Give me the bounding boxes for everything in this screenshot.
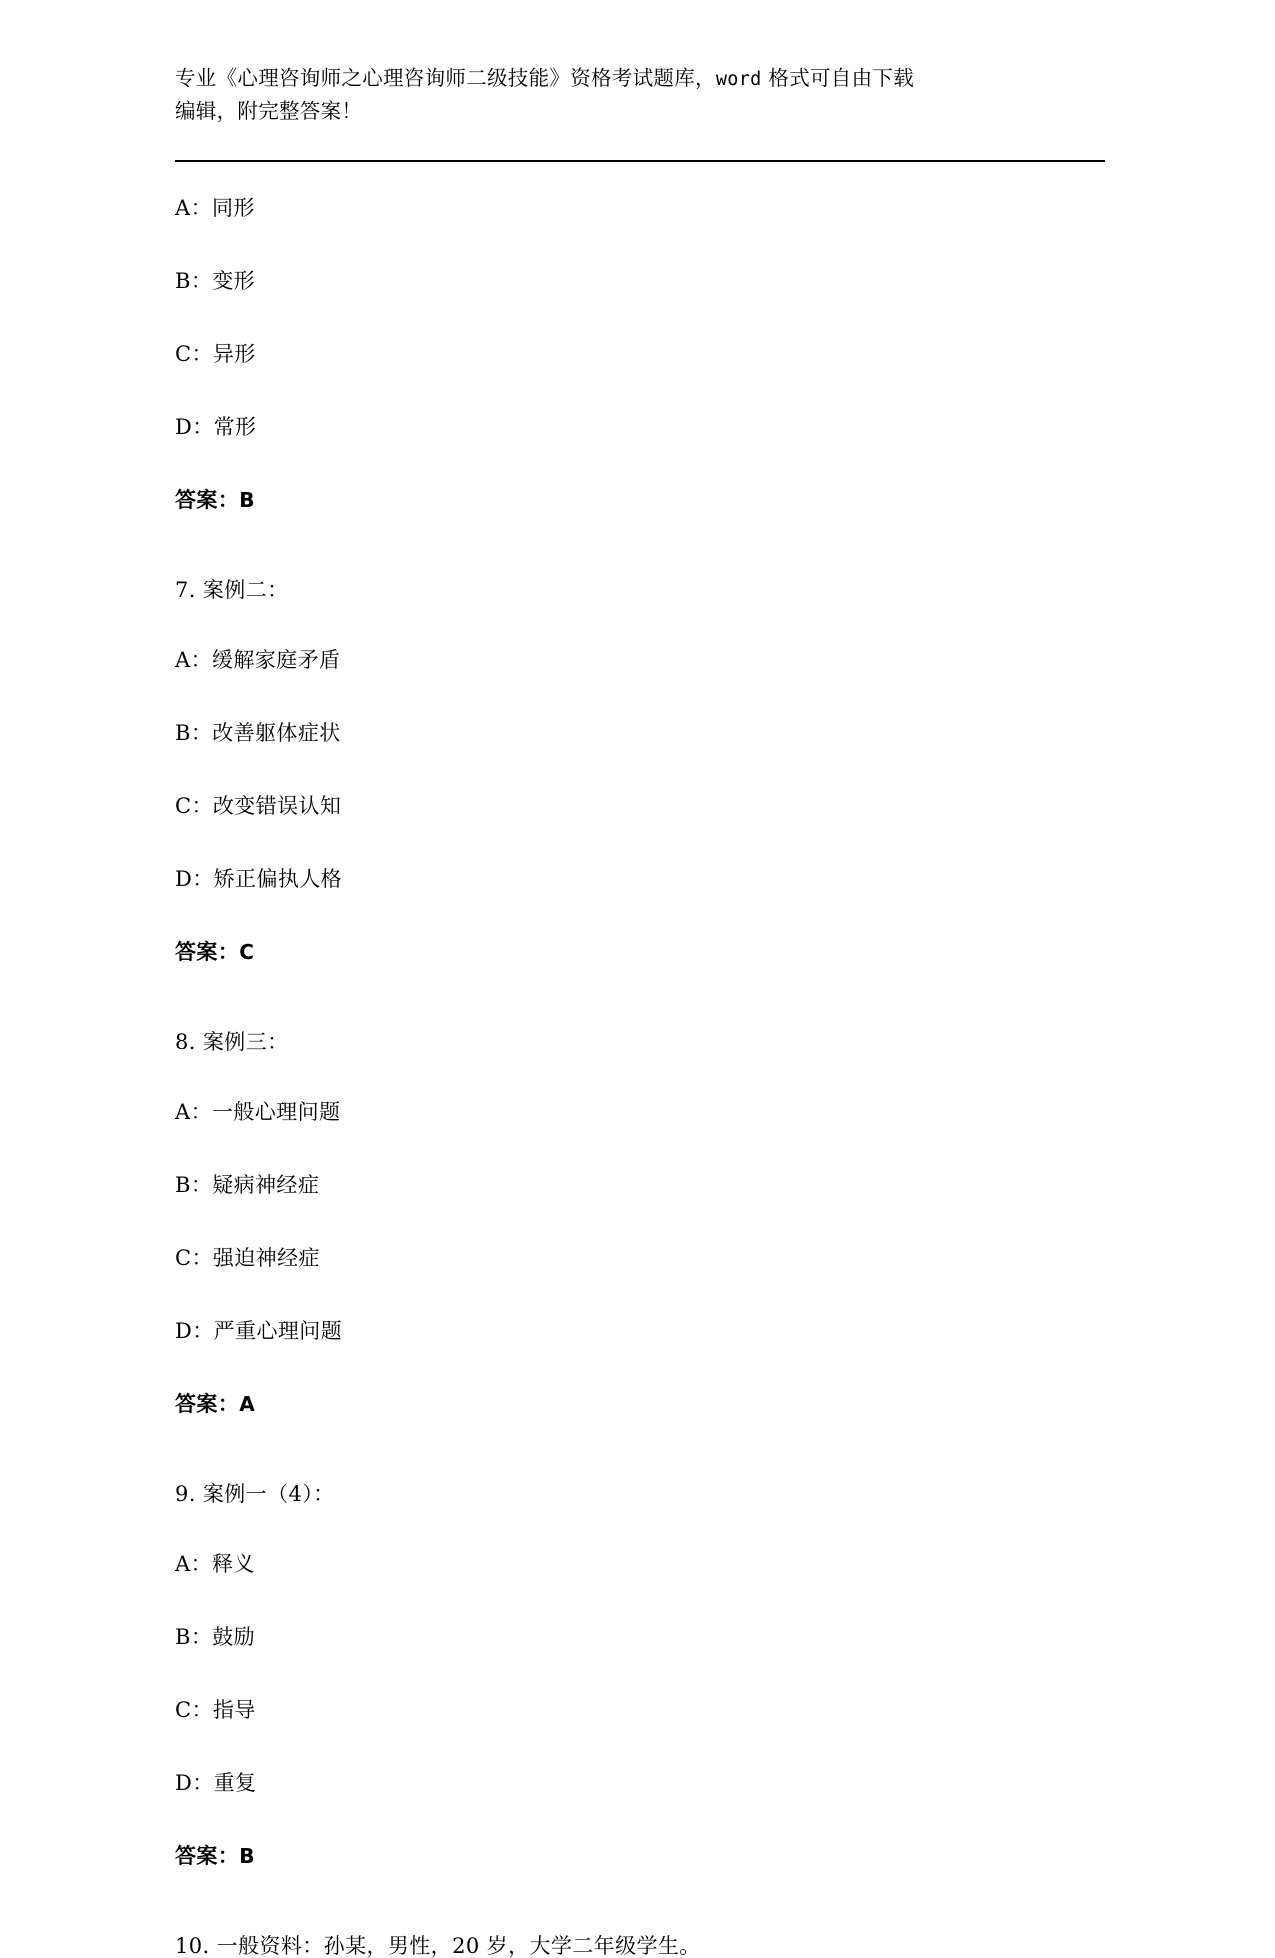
option-label: B： (175, 721, 213, 746)
option-label: A： (175, 1552, 212, 1577)
question-text: 8. 案例三： (175, 1030, 289, 1055)
option-text: 改变错误认知 (212, 794, 342, 819)
option-text: 矫正偏执人格 (213, 867, 343, 892)
option-row (175, 644, 1105, 674)
option-row (175, 265, 1105, 295)
option-text: 缓解家庭矛盾 (211, 648, 341, 673)
option-label: A： (175, 1100, 212, 1125)
option-row (175, 1548, 1105, 1578)
answer-row (175, 1840, 1105, 1870)
option-row (175, 717, 1105, 747)
answer-value: C (239, 940, 255, 965)
option-row (175, 338, 1105, 368)
question-block (175, 1936, 1105, 1957)
option-label: C： (175, 342, 213, 367)
option-text: 变形 (212, 269, 256, 294)
option-row (175, 1694, 1105, 1724)
option-label: A： (175, 648, 212, 673)
answer-value: B (239, 488, 255, 513)
option-label: B： (175, 269, 213, 294)
question-text: 7. 案例二： (175, 578, 289, 603)
document-content (175, 0, 1105, 1957)
answer-label: 答案： (175, 1391, 240, 1417)
option-text: 强迫神经症 (212, 1246, 320, 1271)
header-line-1-pre: 专业《心理咨询师之心理咨询师二级技能》资格考试题库， (175, 66, 716, 90)
option-row (175, 1621, 1105, 1651)
option-row (175, 411, 1105, 441)
option-label: A： (175, 196, 212, 221)
option-label: D： (175, 867, 214, 892)
header-line-2: 编辑，附完整答案！ (175, 99, 363, 124)
answer-label: 答案： (175, 487, 240, 513)
option-row (175, 1242, 1105, 1272)
header-line-1-post: 格式可自由下载 (761, 66, 914, 90)
option-label: C： (175, 1698, 213, 1723)
question-text: 9. 案例一（4）： (175, 1482, 335, 1507)
answer-value: A (239, 1392, 256, 1417)
option-label: D： (175, 415, 214, 440)
answer-label: 答案： (175, 1843, 240, 1869)
option-text: 释义 (211, 1552, 255, 1577)
option-text: 指导 (212, 1698, 256, 1723)
question-text: 10. 一般资料：孙某，男性，20 岁，大学二年级学生。 (175, 1934, 701, 1958)
option-row (175, 790, 1105, 820)
option-row (175, 192, 1105, 222)
document-header (175, 0, 1105, 128)
question-block (175, 1032, 1105, 1418)
option-label: C： (175, 794, 213, 819)
option-text: 一般心理问题 (211, 1100, 341, 1125)
option-row (175, 863, 1105, 893)
answer-value: B (239, 1844, 255, 1869)
option-text: 鼓励 (212, 1625, 256, 1650)
header-word-label: word (715, 69, 762, 90)
option-label: C： (175, 1246, 213, 1271)
option-label: D： (175, 1771, 214, 1796)
option-text: 疑病神经症 (212, 1173, 320, 1198)
option-label: B： (175, 1625, 213, 1650)
option-text: 常形 (213, 415, 257, 440)
option-label: B： (175, 1173, 213, 1198)
answer-row (175, 1388, 1105, 1418)
answer-row (175, 936, 1105, 966)
option-text: 改善躯体症状 (212, 721, 341, 746)
option-label: D： (175, 1319, 214, 1344)
option-text: 严重心理问题 (213, 1319, 343, 1344)
option-text: 同形 (211, 196, 255, 221)
header-divider (175, 160, 1105, 162)
option-row (175, 1169, 1105, 1199)
option-row (175, 1315, 1105, 1345)
option-row (175, 1096, 1105, 1126)
answer-row (175, 484, 1105, 514)
header-line-1 (175, 62, 1105, 95)
option-text: 异形 (212, 342, 256, 367)
question-block (175, 1484, 1105, 1870)
question-block (175, 192, 1105, 514)
option-row (175, 1767, 1105, 1797)
question-block (175, 580, 1105, 966)
option-text: 重复 (213, 1771, 257, 1796)
answer-label: 答案： (175, 939, 240, 965)
